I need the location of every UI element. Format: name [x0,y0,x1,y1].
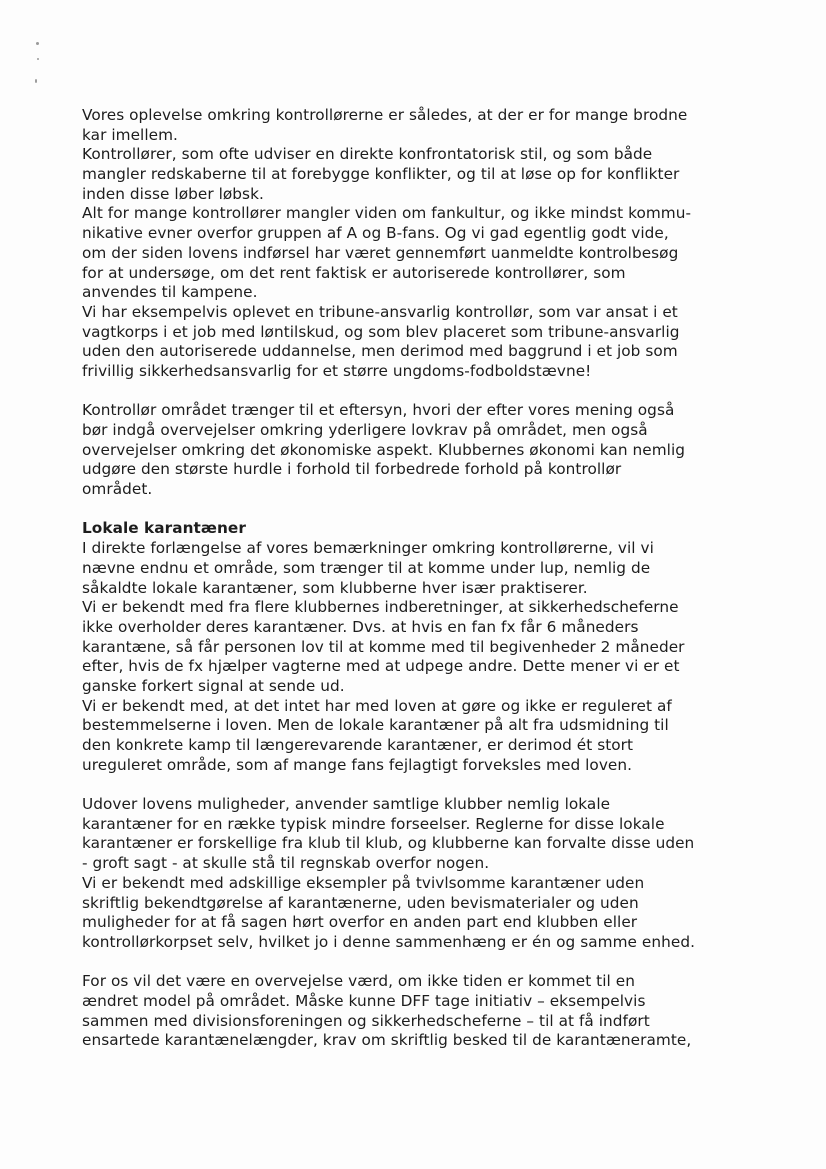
text-line: Alt for mange kontrollører mangler viden om fankultur, og ikke mindst kommu- [82,204,692,223]
paragraph-gap [82,382,752,402]
text-line: bør indgå overvejelser omkring yderligere lovkrav på området, men også [82,421,648,439]
text-line: udgøre den største hurdle i forhold til forbedrede forhold på kontrollør [82,460,622,479]
text-line: vagtkorps i et job med løntilskud, og som blev placeret som tribune-ansvarlig [82,322,680,341]
text-line: anvendes til kampene. [82,283,258,302]
scan-speck [37,58,39,60]
section-heading: Lokale karantæner [82,519,246,538]
text-line: Vi har eksempelvis oplevet en tribune-ansvarlig kontrollør, som var ansat i et [82,302,678,321]
text-line: karantæne, så får personen lov til at komme med til begivenheder 2 måneder [82,637,685,656]
text-line: Vi er bekendt med adskillige eksempler på tvivlsomme karantæner uden [82,873,645,892]
section-paragraph [82,519,752,775]
text-line: Kontrollører, som ofte udviser en direkte konfrontatorisk stil, og som både [82,145,653,164]
paragraph-gap [82,500,752,520]
text-line: Vi er bekendt med fra flere klubbernes indberetninger, at sikkerhedscheferne [82,598,679,617]
scan-speck [35,79,37,83]
text-line: den konkrete kamp til længerevarende karantæner, er derimod ét stort [82,736,634,754]
text-line: Vi er bekendt med, at det intet har med loven at gøre og ikke er reguleret af [82,696,672,715]
text-line: - groft sagt - at skulle stå til regnskab overfor nogen. [82,854,490,873]
text-line: ganske forkert signal at sende ud. [82,676,345,695]
document-body [82,106,752,1051]
text-line: uden den autoriserede uddannelse, men derimod med baggrund i et job som [82,342,678,361]
text-line: Udover lovens muligheder, anvender samtlige klubber nemlig lokale [82,795,611,814]
paragraph-gap [82,775,752,795]
paragraph [82,795,752,953]
text-line: For os vil det være en overvejelse værd, om ikke tiden er kommet til en [82,972,635,991]
text-line: inden disse løber løbsk. [82,184,264,203]
text-line: nikative evner overfor gruppen af A og B-fans. Og vi gad egentlig godt vide, [82,224,669,243]
text-line: I direkte forlængelse af vores bemærkninger omkring kontrollørerne, vil vi [82,539,654,558]
text-line: ensartede karantænelængder, krav om skriftlig besked til de karantæneramte, [82,1031,692,1050]
text-line: sammen med divisionsforeningen og sikkerhedscheferne – til at få indført [82,1011,650,1030]
scan-speck [36,42,39,45]
text-line: ureguleret område, som af mange fans fejlagtigt forveksles med loven. [82,755,633,774]
text-line: kar imellem. [82,125,178,144]
text-line: skriftlig bekendtgørelse af karantænerne, uden bevismaterialer og uden [82,893,639,912]
text-line: efter, hvis de fx hjælper vagterne med at udpege andre. Dette mener vi er et [82,657,680,676]
paragraph [82,401,752,499]
text-line: såkaldte lokale karantæner, som klubberne hver især praktiserer. [82,578,588,597]
text-line: frivillig sikkerhedsansvarlig for et større ungdoms-fodboldstævne! [82,361,592,380]
paragraph [82,972,752,1051]
text-line: overvejelser omkring det økonomiske aspekt. Klubbernes økonomi kan nemlig [82,440,686,459]
text-line: Vores oplevelse omkring kontrollørerne er således, at der er for mange brodne [82,106,688,124]
text-line: kontrollørkorpset selv, hvilket jo i denne sammenhæng er én og samme enhed. [82,932,695,951]
text-line: bestemmelserne i loven. Men de lokale karantæner på alt fra udsmidning til [82,716,669,735]
text-line: for at undersøge, om det rent faktisk er autoriserede kontrollører, som [82,263,626,282]
text-line: Kontrollør området trænger til et eftersyn, hvori der efter vores mening også [82,401,675,420]
text-line: ændret model på området. Måske kunne DFF tage initiativ – eksempelvis [82,991,646,1010]
paragraph [82,106,752,382]
text-line: ikke overholder deres karantæner. Dvs. at hvis en fan fx får 6 måneders [82,617,639,636]
text-line: nævne endnu et område, som trænger til at komme under lup, nemlig de [82,558,651,577]
paragraph-gap [82,953,752,973]
text-line: om der siden lovens indførsel har været gennemført uanmeldte kontrolbesøg [82,243,679,262]
text-line: karantæner er forskellige fra klub til klub, og klubberne kan forvalte disse uden [82,834,695,853]
text-line: området. [82,480,153,499]
text-line: karantæner for en række typisk mindre forseelser. Reglerne for disse lokale [82,814,665,833]
text-line: mangler redskaberne til at forebygge konflikter, og til at løse op for konflikter [82,165,680,184]
text-line: muligheder for at få sagen hørt overfor en anden part end klubben eller [82,913,638,932]
